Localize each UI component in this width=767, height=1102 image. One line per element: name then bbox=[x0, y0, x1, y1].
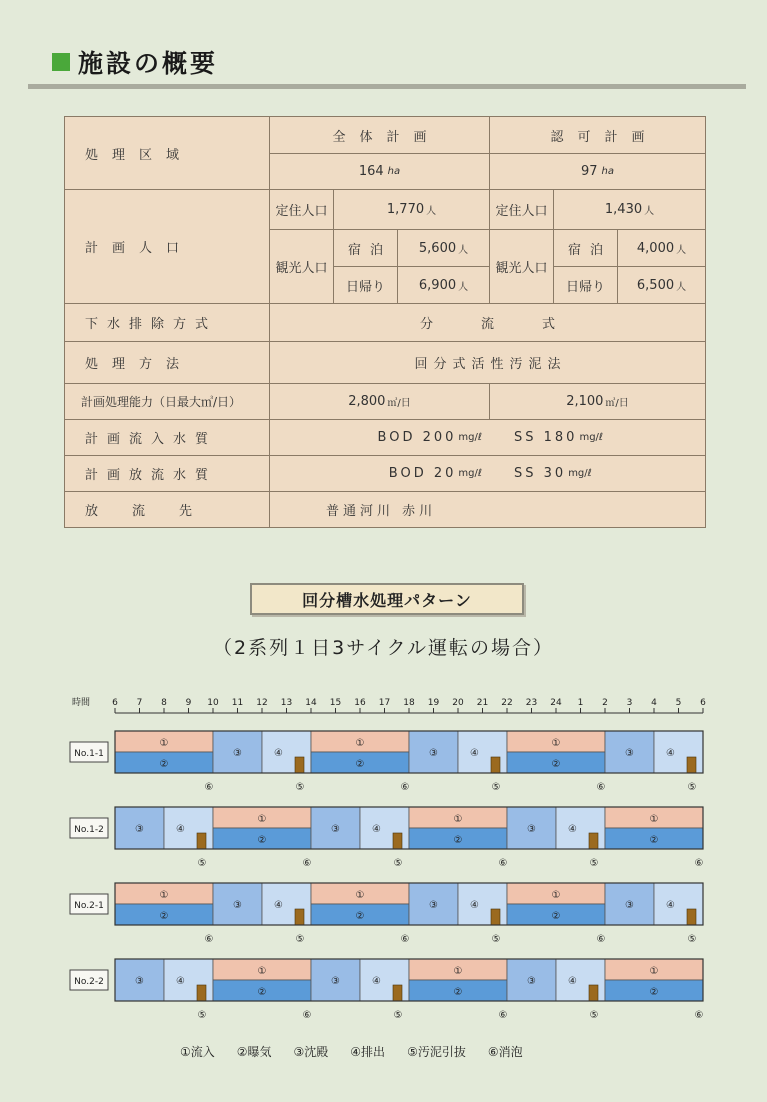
inflow-marker: ① bbox=[159, 890, 169, 901]
full-resident-label: 定住人口 bbox=[275, 204, 328, 219]
sludge-marker: ⑤ bbox=[295, 934, 305, 945]
sludge-tank-icon bbox=[687, 757, 696, 773]
green-square-icon bbox=[52, 53, 70, 71]
sludge-marker: ⑤ bbox=[491, 782, 501, 793]
sludge-marker: ⑤ bbox=[295, 782, 305, 793]
settling-marker: ③ bbox=[331, 824, 340, 835]
sludge-marker: ⑤ bbox=[589, 1010, 599, 1021]
approved-tourist-label: 観光人口 bbox=[495, 261, 548, 276]
discharge-destination-value: 普通河川 赤川 bbox=[326, 504, 437, 519]
inflow-marker: ① bbox=[551, 890, 561, 901]
discharge-marker: ④ bbox=[666, 900, 675, 911]
discharge-marker: ④ bbox=[176, 824, 185, 835]
row-label-treatment-area: 処理区域 bbox=[85, 147, 194, 163]
approved-resident-value: 1,430 人 bbox=[604, 202, 655, 217]
sludge-tank-icon bbox=[589, 833, 598, 849]
full-tourist-label: 観光人口 bbox=[275, 261, 328, 276]
approved-area-value: 97 ha bbox=[580, 164, 614, 179]
heading-rule bbox=[28, 84, 746, 89]
approved-resident-label: 定住人口 bbox=[495, 204, 548, 219]
hour-tick-label: 18 bbox=[403, 698, 415, 708]
row-label-planned-population: 計画人口 bbox=[85, 240, 194, 256]
facility-spec-table bbox=[64, 116, 706, 528]
hour-tick-label: 17 bbox=[378, 698, 391, 708]
sludge-tank-icon bbox=[197, 833, 206, 849]
settling-marker: ③ bbox=[429, 900, 438, 911]
hour-tick-label: 21 bbox=[476, 698, 489, 708]
hour-tick-label: 1 bbox=[577, 698, 584, 708]
hour-tick-label: 3 bbox=[626, 698, 633, 708]
settling-marker: ③ bbox=[625, 748, 634, 759]
settling-marker: ③ bbox=[135, 824, 144, 835]
sludge-tank-icon bbox=[589, 985, 598, 1001]
aeration-marker: ② bbox=[159, 759, 169, 770]
full-area-value: 164 ha bbox=[358, 164, 401, 179]
discharge-marker: ④ bbox=[372, 976, 381, 987]
approved-day-value: 6,500 人 bbox=[636, 277, 687, 293]
sewer-system-value: 分流式 bbox=[419, 317, 603, 332]
defoam-marker: ⑥ bbox=[498, 1010, 508, 1021]
hour-tick-label: 15 bbox=[329, 698, 342, 708]
sludge-tank-icon bbox=[393, 985, 402, 1001]
legend-item-discharge: ④排出 bbox=[350, 1045, 386, 1059]
header-full-plan: 全体計画 bbox=[332, 129, 441, 145]
settling-marker: ③ bbox=[331, 976, 340, 987]
sludge-marker: ⑤ bbox=[687, 934, 697, 945]
hour-tick-label: 4 bbox=[651, 698, 657, 708]
inflow-marker: ① bbox=[355, 890, 365, 901]
full-stay-value: 5,600 人 bbox=[418, 240, 469, 256]
inflow-marker: ① bbox=[551, 738, 561, 749]
hour-tick-label: 16 bbox=[354, 698, 366, 708]
pattern-svg bbox=[0, 690, 767, 1040]
hour-tick-label: 10 bbox=[207, 698, 219, 708]
approved-capacity-value: 2,100 ㎥/日 bbox=[566, 394, 629, 409]
full-day-label: 日帰り bbox=[345, 279, 385, 295]
effluent-ss-value: SS 30 mg/ℓ bbox=[514, 466, 592, 481]
effluent-bod-value: BOD 20 mg/ℓ bbox=[388, 466, 482, 481]
defoam-marker: ⑥ bbox=[302, 858, 312, 869]
row-label: No.1-1 bbox=[74, 749, 104, 759]
full-day-value: 6,900 人 bbox=[418, 277, 469, 293]
sludge-tank-icon bbox=[393, 833, 402, 849]
legend-item-defoaming: ⑥消泡 bbox=[487, 1045, 523, 1059]
discharge-marker: ④ bbox=[372, 824, 381, 835]
settling-marker: ③ bbox=[527, 976, 536, 987]
row-label: No.2-2 bbox=[74, 977, 104, 987]
legend-item-aeration: ②曝気 bbox=[236, 1045, 272, 1059]
settling-marker: ③ bbox=[625, 900, 634, 911]
sludge-tank-icon bbox=[491, 757, 500, 773]
aeration-marker: ② bbox=[453, 835, 463, 846]
inflow-marker: ① bbox=[355, 738, 365, 749]
header-approved-plan: 認可計画 bbox=[550, 129, 659, 145]
pattern-subtitle: （2系列１日3サイクル運転の場合） bbox=[213, 637, 554, 659]
legend bbox=[180, 1043, 545, 1060]
settling-marker: ③ bbox=[233, 748, 242, 759]
discharge-marker: ④ bbox=[274, 748, 283, 759]
defoam-marker: ⑥ bbox=[596, 782, 606, 793]
sludge-tank-icon bbox=[491, 909, 500, 925]
sludge-tank-icon bbox=[197, 985, 206, 1001]
hour-tick-label: 22 bbox=[501, 698, 513, 708]
inflow-marker: ① bbox=[453, 814, 463, 825]
hour-tick-label: 13 bbox=[280, 698, 293, 708]
aeration-marker: ② bbox=[551, 759, 561, 770]
hour-tick-label: 2 bbox=[602, 698, 608, 708]
discharge-marker: ④ bbox=[176, 976, 185, 987]
defoam-marker: ⑥ bbox=[694, 858, 704, 869]
settling-marker: ③ bbox=[527, 824, 536, 835]
hour-tick-label: 7 bbox=[136, 698, 143, 708]
hour-tick-label: 6 bbox=[112, 698, 118, 708]
row-label: No.2-1 bbox=[74, 901, 104, 911]
hour-tick-label: 19 bbox=[427, 698, 440, 708]
aeration-marker: ② bbox=[649, 835, 659, 846]
aeration-marker: ② bbox=[257, 835, 267, 846]
hour-tick-label: 12 bbox=[256, 698, 268, 708]
sludge-tank-icon bbox=[687, 909, 696, 925]
aeration-marker: ② bbox=[355, 759, 365, 770]
aeration-marker: ② bbox=[649, 987, 659, 998]
aeration-marker: ② bbox=[257, 987, 267, 998]
row-label-capacity: 計画処理能力（日最大㎥/日） bbox=[81, 395, 242, 409]
defoam-marker: ⑥ bbox=[302, 1010, 312, 1021]
discharge-marker: ④ bbox=[470, 900, 479, 911]
row-label-sewer-system: 下水排除方式 bbox=[85, 317, 218, 332]
aeration-marker: ② bbox=[551, 911, 561, 922]
hour-tick-label: 8 bbox=[161, 698, 167, 708]
aeration-marker: ② bbox=[355, 911, 365, 922]
inflow-marker: ① bbox=[453, 966, 463, 977]
sludge-marker: ⑤ bbox=[197, 858, 207, 869]
hour-tick-label: 9 bbox=[185, 698, 192, 708]
legend-item-settling: ③沈殿 bbox=[293, 1045, 329, 1059]
hour-tick-label: 5 bbox=[675, 698, 682, 708]
time-axis-label: 時間 bbox=[72, 698, 91, 708]
settling-marker: ③ bbox=[135, 976, 144, 987]
hour-tick-label: 24 bbox=[550, 698, 562, 708]
legend-item-inflow: ①流入 bbox=[180, 1045, 215, 1059]
inflow-marker: ① bbox=[257, 814, 267, 825]
inflow-marker: ① bbox=[649, 966, 659, 977]
aeration-marker: ② bbox=[159, 911, 169, 922]
sludge-marker: ⑤ bbox=[687, 782, 697, 793]
discharge-marker: ④ bbox=[568, 824, 577, 835]
pattern-title: 回分槽水処理パターン bbox=[250, 583, 524, 615]
discharge-marker: ④ bbox=[568, 976, 577, 987]
hour-tick-label: 20 bbox=[452, 698, 464, 708]
defoam-marker: ⑥ bbox=[204, 782, 214, 793]
legend-item-sludge-removal: ⑤汚泥引抜 bbox=[407, 1045, 466, 1059]
full-resident-value: 1,770 人 bbox=[386, 202, 437, 217]
row-label: No.1-2 bbox=[74, 825, 104, 835]
aeration-marker: ② bbox=[453, 987, 463, 998]
discharge-marker: ④ bbox=[274, 900, 283, 911]
hour-tick-label: 23 bbox=[525, 698, 538, 708]
sludge-marker: ⑤ bbox=[197, 1010, 207, 1021]
defoam-marker: ⑥ bbox=[694, 1010, 704, 1021]
defoam-marker: ⑥ bbox=[400, 782, 410, 793]
row-label-discharge-destination: 放流先 bbox=[85, 504, 227, 519]
hour-tick-label: 14 bbox=[305, 698, 317, 708]
defoam-marker: ⑥ bbox=[204, 934, 214, 945]
row-label-effluent-quality: 計画放流水質 bbox=[85, 468, 218, 483]
approved-day-label: 日帰り bbox=[565, 279, 605, 295]
approved-stay-value: 4,000 人 bbox=[636, 240, 687, 256]
discharge-marker: ④ bbox=[470, 748, 479, 759]
approved-stay-label: 宿泊 bbox=[567, 242, 612, 258]
hour-tick-label: 11 bbox=[231, 698, 244, 708]
row-label-inflow-quality: 計画流入水質 bbox=[85, 432, 218, 447]
inflow-ss-value: SS 180 mg/ℓ bbox=[514, 430, 604, 445]
treatment-method-value: 回分式活性汚泥法 bbox=[414, 357, 567, 372]
defoam-marker: ⑥ bbox=[400, 934, 410, 945]
settling-marker: ③ bbox=[429, 748, 438, 759]
sludge-marker: ⑤ bbox=[491, 934, 501, 945]
page-title: 施設の概要 bbox=[78, 49, 219, 78]
sludge-tank-icon bbox=[295, 909, 304, 925]
hour-tick-label: 6 bbox=[700, 698, 706, 708]
inflow-marker: ① bbox=[257, 966, 267, 977]
defoam-marker: ⑥ bbox=[498, 858, 508, 869]
sludge-marker: ⑤ bbox=[393, 1010, 403, 1021]
sludge-marker: ⑤ bbox=[589, 858, 599, 869]
settling-marker: ③ bbox=[233, 900, 242, 911]
discharge-marker: ④ bbox=[666, 748, 675, 759]
defoam-marker: ⑥ bbox=[596, 934, 606, 945]
inflow-marker: ① bbox=[159, 738, 169, 749]
inflow-marker: ① bbox=[649, 814, 659, 825]
full-stay-label: 宿泊 bbox=[347, 242, 392, 258]
inflow-bod-value: BOD 200 mg/ℓ bbox=[377, 430, 482, 445]
sludge-marker: ⑤ bbox=[393, 858, 403, 869]
sludge-tank-icon bbox=[295, 757, 304, 773]
full-capacity-value: 2,800 ㎥/日 bbox=[348, 394, 411, 409]
row-label-treatment-method: 処理方法 bbox=[85, 357, 194, 372]
